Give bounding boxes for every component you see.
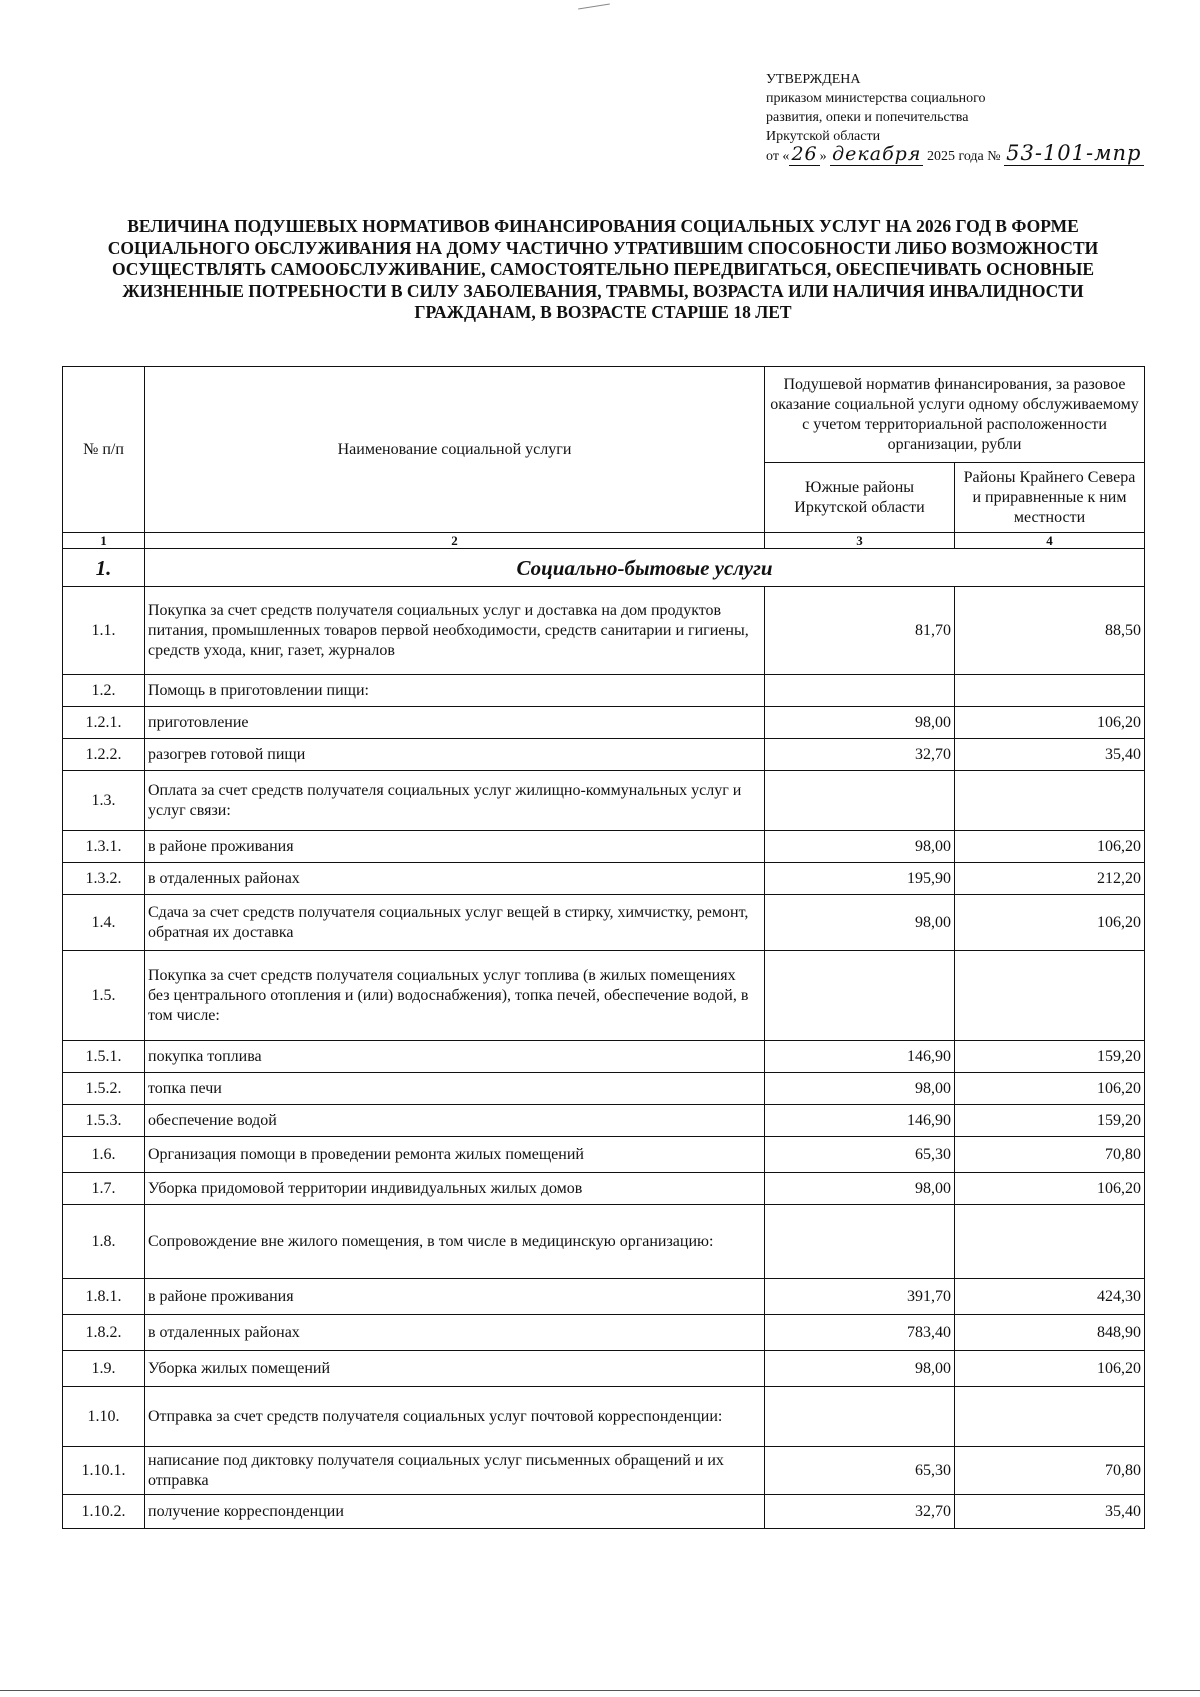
table-row <box>63 1495 1145 1529</box>
approval-line-2: приказом министерства социального <box>766 91 986 106</box>
table-row <box>63 1351 1145 1387</box>
row-number: 1.5.1. <box>63 1041 145 1073</box>
section-number: 1. <box>63 549 145 587</box>
service-name: Сдача за счет средств получателя социальных услуг вещей в стирку, химчистку, ремонт, обратная их доставка <box>145 895 765 951</box>
norm-south: 81,70 <box>765 587 955 675</box>
row-number: 1.10.1. <box>63 1447 145 1495</box>
header-col-name: Наименование социальной услуги <box>145 367 765 533</box>
row-number: 1.2.2. <box>63 739 145 771</box>
table-row <box>63 1279 1145 1315</box>
service-name: Оплата за счет средств получателя социальных услуг жилищно-коммунальных услуг и услуг связи: <box>145 771 765 831</box>
norm-north: 212,20 <box>955 863 1145 895</box>
approval-stamp <box>766 70 1166 166</box>
row-number: 1.8.2. <box>63 1315 145 1351</box>
table-row <box>63 1137 1145 1173</box>
table-row <box>63 895 1145 951</box>
norm-south: 32,70 <box>765 1495 955 1529</box>
norm-north: 848,90 <box>955 1315 1145 1351</box>
header-col-num: № п/п <box>63 367 145 533</box>
service-name: в отдаленных районах <box>145 1315 765 1351</box>
norm-north: 106,20 <box>955 895 1145 951</box>
row-number: 1.10. <box>63 1387 145 1447</box>
row-number: 1.6. <box>63 1137 145 1173</box>
scan-artifact-mark <box>578 4 610 10</box>
norm-south: 98,00 <box>765 831 955 863</box>
service-name: Уборка жилых помещений <box>145 1351 765 1387</box>
row-number: 1.2. <box>63 675 145 707</box>
service-name: в отдаленных районах <box>145 863 765 895</box>
norm-south: 98,00 <box>765 707 955 739</box>
page-bottom-edge <box>0 1690 1200 1691</box>
table-row <box>63 951 1145 1041</box>
column-number-row <box>63 533 1145 549</box>
norm-south: 65,30 <box>765 1137 955 1173</box>
norm-north <box>955 951 1145 1041</box>
header-col-norm: Подушевой норматив финансирования, за разовое оказание социальной услуги одному обслуживаемому с учетом территориальной расположенности организации, рубли <box>765 367 1145 463</box>
service-name: Помощь в приготовлении пищи: <box>145 675 765 707</box>
date-year: 2025 года № <box>926 149 1001 164</box>
column-number-2: 2 <box>145 533 765 549</box>
norm-north: 88,50 <box>955 587 1145 675</box>
approval-line-3: развития, опеки и попечительства <box>766 110 969 125</box>
norm-north: 106,20 <box>955 1351 1145 1387</box>
norm-south <box>765 771 955 831</box>
section-row <box>63 549 1145 587</box>
row-number: 1.3. <box>63 771 145 831</box>
norm-south <box>765 1387 955 1447</box>
norm-north: 70,80 <box>955 1137 1145 1173</box>
table-row <box>63 1315 1145 1351</box>
table-row <box>63 863 1145 895</box>
row-number: 1.5.2. <box>63 1073 145 1105</box>
service-name: в районе проживания <box>145 831 765 863</box>
column-number-4: 4 <box>955 533 1145 549</box>
service-name: написание под диктовку получателя социальных услуг письменных обращений и их отправка <box>145 1447 765 1495</box>
norm-north <box>955 675 1145 707</box>
row-number: 1.7. <box>63 1173 145 1205</box>
norm-south: 98,00 <box>765 1173 955 1205</box>
row-number: 1.8. <box>63 1205 145 1279</box>
service-name: в районе проживания <box>145 1279 765 1315</box>
norm-north <box>955 1387 1145 1447</box>
norm-south: 783,40 <box>765 1315 955 1351</box>
table-row <box>63 1387 1145 1447</box>
norm-north: 159,20 <box>955 1041 1145 1073</box>
table-row <box>63 831 1145 863</box>
row-number: 1.3.2. <box>63 863 145 895</box>
norm-north: 106,20 <box>955 1073 1145 1105</box>
norm-north: 106,20 <box>955 1173 1145 1205</box>
norm-south <box>765 1205 955 1279</box>
date-month-handwritten: декабря <box>832 143 922 165</box>
table-row <box>63 1205 1145 1279</box>
table-row <box>63 771 1145 831</box>
norm-south <box>765 951 955 1041</box>
service-name: Уборка придомовой территории индивидуальных жилых домов <box>145 1173 765 1205</box>
norm-north: 159,20 <box>955 1105 1145 1137</box>
norm-south: 146,90 <box>765 1041 955 1073</box>
norm-north: 35,40 <box>955 739 1145 771</box>
norm-south: 65,30 <box>765 1447 955 1495</box>
norm-north <box>955 1205 1145 1279</box>
norm-south: 98,00 <box>765 1351 955 1387</box>
table-row <box>63 1073 1145 1105</box>
service-name: топка печи <box>145 1073 765 1105</box>
service-name: Сопровождение вне жилого помещения, в том числе в медицинскую организацию: <box>145 1205 765 1279</box>
column-number-1: 1 <box>63 533 145 549</box>
row-number: 1.3.1. <box>63 831 145 863</box>
column-number-3: 3 <box>765 533 955 549</box>
norm-south: 195,90 <box>765 863 955 895</box>
header-col-north: Районы Крайнего Севера и приравненные к ним местности <box>955 463 1145 533</box>
table-row <box>63 1447 1145 1495</box>
order-number-handwritten: 53-101-мпр <box>1006 141 1142 165</box>
norm-south: 391,70 <box>765 1279 955 1315</box>
table-row <box>63 707 1145 739</box>
row-number: 1.10.2. <box>63 1495 145 1529</box>
norm-north <box>955 771 1145 831</box>
service-name: обеспечение водой <box>145 1105 765 1137</box>
table-row <box>63 739 1145 771</box>
table-row <box>63 1105 1145 1137</box>
section-title: Социально-бытовые услуги <box>145 549 1145 587</box>
row-number: 1.2.1. <box>63 707 145 739</box>
norm-north: 70,80 <box>955 1447 1145 1495</box>
norm-south <box>765 675 955 707</box>
row-number: 1.5.3. <box>63 1105 145 1137</box>
service-name: приготовление <box>145 707 765 739</box>
norm-south: 32,70 <box>765 739 955 771</box>
table-row <box>63 1041 1145 1073</box>
norm-north: 106,20 <box>955 831 1145 863</box>
table-row <box>63 587 1145 675</box>
table-row <box>63 1173 1145 1205</box>
header-row-top <box>63 367 1145 463</box>
service-name: получение корреспонденции <box>145 1495 765 1529</box>
norm-north: 106,20 <box>955 707 1145 739</box>
date-close-quote: » <box>819 149 827 164</box>
approval-line-4: Иркутской области <box>766 129 881 144</box>
service-name: Организация помощи в проведении ремонта жилых помещений <box>145 1137 765 1173</box>
service-name: Покупка за счет средств получателя социальных услуг и доставка на дом продуктов питания, промышленных товаров первой необходимости, средств санитарии и гигиены, средств ухода, книг, газет, журналов <box>145 587 765 675</box>
row-number: 1.4. <box>63 895 145 951</box>
norm-south: 98,00 <box>765 1073 955 1105</box>
row-number: 1.5. <box>63 951 145 1041</box>
service-name: разогрев готовой пищи <box>145 739 765 771</box>
approval-date-line <box>766 141 1166 166</box>
service-name: покупка топлива <box>145 1041 765 1073</box>
norms-table <box>62 366 1145 1529</box>
service-name: Покупка за счет средств получателя социальных услуг топлива (в жилых помещениях без центрального отопления и (или) водоснабжения), топка печей, обеспечение водой, в том числе: <box>145 951 765 1041</box>
date-prefix: от « <box>766 149 790 164</box>
row-number: 1.9. <box>63 1351 145 1387</box>
row-number: 1.1. <box>63 587 145 675</box>
table-row <box>63 675 1145 707</box>
approval-heading: УТВЕРЖДЕНА <box>766 72 861 87</box>
service-name: Отправка за счет средств получателя социальных услуг почтовой корреспонденции: <box>145 1387 765 1447</box>
document-title: ВЕЛИЧИНА ПОДУШЕВЫХ НОРМАТИВОВ ФИНАНСИРОВАНИЯ СОЦИАЛЬНЫХ УСЛУГ НА 2026 ГОД В ФОРМЕ СОЦИАЛЬНОГО ОБСЛУЖИВАНИЯ НА ДОМУ ЧАСТИЧНО УТРАТИВШИМ СПОСОБНОСТИ ЛИБО ВОЗМОЖНОСТИ ОСУЩЕСТВЛЯТЬ САМООБСЛУЖИВАНИЕ, САМОСТОЯТЕЛЬНО ПЕРЕДВИГАТЬСЯ, ОБЕСПЕЧИВАТЬ ОСНОВНЫЕ ЖИЗНЕННЫЕ ПОТРЕБНОСТИ В СИЛУ ЗАБОЛЕВАНИЯ, ТРАВМЫ, ВОЗРАСТА ИЛИ НАЛИЧИЯ ИНВАЛИДНОСТИ ГРАЖДАНАМ, В ВОЗРАСТЕ СТАРШЕ 18 ЛЕТ <box>107 216 1099 322</box>
header-col-south: Южные районы Иркутской области <box>765 463 955 533</box>
norm-south: 146,90 <box>765 1105 955 1137</box>
norm-south: 98,00 <box>765 895 955 951</box>
row-number: 1.8.1. <box>63 1279 145 1315</box>
norm-north: 35,40 <box>955 1495 1145 1529</box>
date-day-handwritten: 26 <box>791 143 818 165</box>
norm-north: 424,30 <box>955 1279 1145 1315</box>
